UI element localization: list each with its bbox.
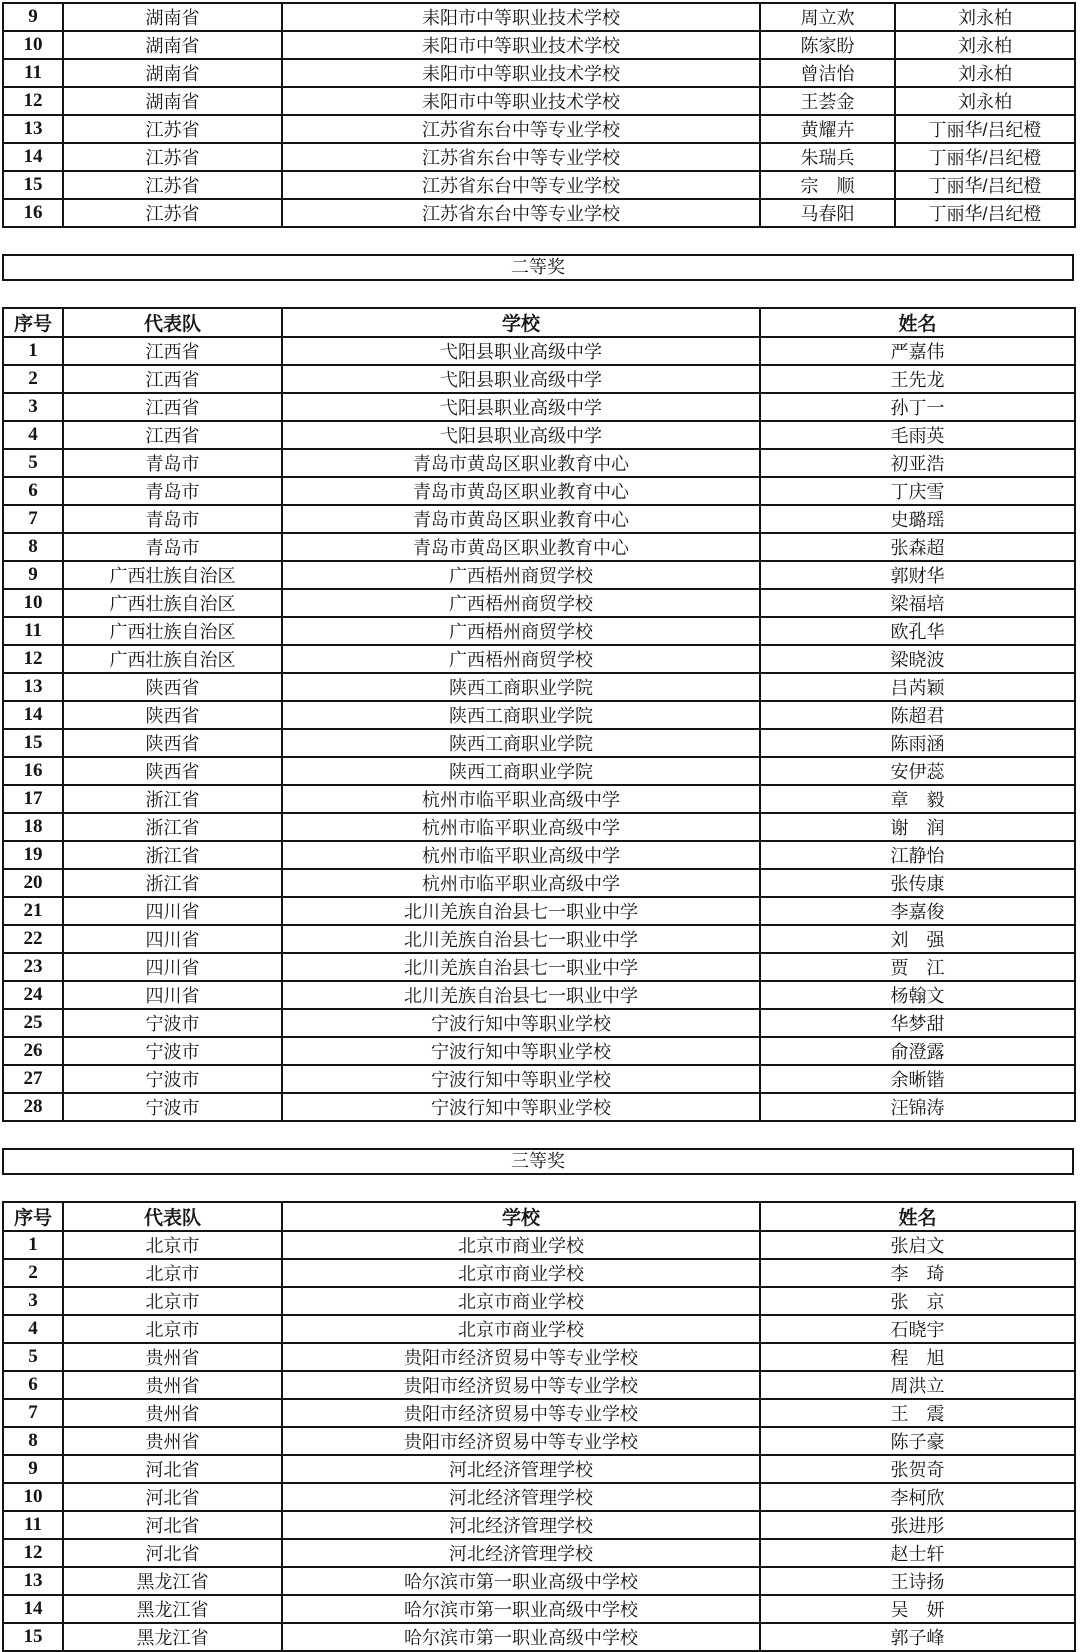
header-name: 姓名 (760, 308, 1075, 337)
cell-name: 欧孔华 (760, 617, 1075, 645)
cell-team: 青岛市 (63, 449, 282, 477)
cell-name: 陈超君 (760, 701, 1075, 729)
cell-no: 23 (3, 953, 63, 981)
cell-team: 湖南省 (63, 3, 282, 31)
table-row (3, 1009, 1075, 1037)
cell-team: 广西壮族自治区 (63, 561, 282, 589)
cell-no: 14 (3, 701, 63, 729)
cell-name: 宗 顺 (760, 171, 895, 199)
cell-school: 江苏省东台中等专业学校 (282, 199, 760, 227)
cell-team: 陕西省 (63, 701, 282, 729)
cell-school: 河北经济管理学校 (282, 1483, 760, 1511)
cell-no: 5 (3, 449, 63, 477)
cell-team: 北京市 (63, 1315, 282, 1343)
cell-no: 10 (3, 1483, 63, 1511)
table-row (3, 1371, 1075, 1399)
cell-name: 梁福培 (760, 589, 1075, 617)
cell-name: 李嘉俊 (760, 897, 1075, 925)
cell-name: 史璐瑶 (760, 505, 1075, 533)
cell-no: 16 (3, 199, 63, 227)
cell-name: 陈家盼 (760, 31, 895, 59)
table-row (3, 1511, 1075, 1539)
cell-name: 丁庆雪 (760, 477, 1075, 505)
table-row (3, 1259, 1075, 1287)
cell-team: 贵州省 (63, 1427, 282, 1455)
cell-team: 江苏省 (63, 199, 282, 227)
cell-no: 9 (3, 561, 63, 589)
table-row (3, 757, 1075, 785)
table-row (3, 533, 1075, 561)
cell-name: 王 震 (760, 1399, 1075, 1427)
cell-school: 杭州市临平职业高级中学 (282, 869, 760, 897)
cell-no: 10 (3, 589, 63, 617)
cell-team: 黑龙江省 (63, 1623, 282, 1651)
cell-school: 杭州市临平职业高级中学 (282, 785, 760, 813)
cell-no: 11 (3, 1511, 63, 1539)
cell-no: 9 (3, 3, 63, 31)
cell-no: 14 (3, 143, 63, 171)
cell-school: 耒阳市中等职业技术学校 (282, 3, 760, 31)
cell-team: 北京市 (63, 1259, 282, 1287)
cell-team: 河北省 (63, 1455, 282, 1483)
header-team: 代表队 (63, 308, 282, 337)
cell-no: 21 (3, 897, 63, 925)
cell-team: 浙江省 (63, 813, 282, 841)
cell-no: 19 (3, 841, 63, 869)
cell-school: 陕西工商职业学院 (282, 757, 760, 785)
cell-school: 广西梧州商贸学校 (282, 589, 760, 617)
table-row (3, 477, 1075, 505)
cell-name: 赵士轩 (760, 1539, 1075, 1567)
cell-name: 严嘉伟 (760, 337, 1075, 365)
cell-school: 宁波行知中等职业学校 (282, 1065, 760, 1093)
cell-team: 北京市 (63, 1287, 282, 1315)
cell-no: 7 (3, 1399, 63, 1427)
cell-team: 河北省 (63, 1511, 282, 1539)
cell-team: 江苏省 (63, 171, 282, 199)
cell-team: 北京市 (63, 1231, 282, 1259)
cell-team: 陕西省 (63, 757, 282, 785)
header-no: 序号 (3, 308, 63, 337)
cell-name: 马春阳 (760, 199, 895, 227)
header-row (3, 1202, 1075, 1231)
cell-team: 江苏省 (63, 115, 282, 143)
cell-name: 杨翰文 (760, 981, 1075, 1009)
cell-no: 16 (3, 757, 63, 785)
cell-school: 北川羌族自治县七一职业中学 (282, 981, 760, 1009)
cell-no: 13 (3, 115, 63, 143)
cell-name: 汪锦涛 (760, 1093, 1075, 1121)
cell-team: 广西壮族自治区 (63, 589, 282, 617)
table-row (3, 729, 1075, 757)
cell-team: 河北省 (63, 1483, 282, 1511)
cell-team: 贵州省 (63, 1399, 282, 1427)
cell-no: 9 (3, 1455, 63, 1483)
cell-no: 6 (3, 1371, 63, 1399)
cell-school: 江苏省东台中等专业学校 (282, 171, 760, 199)
table-row (3, 897, 1075, 925)
table-row (3, 421, 1075, 449)
cell-name: 贾 江 (760, 953, 1075, 981)
cell-name: 吕芮颖 (760, 673, 1075, 701)
cell-coach: 刘永柏 (895, 3, 1075, 31)
cell-school: 耒阳市中等职业技术学校 (282, 31, 760, 59)
table-row (3, 617, 1075, 645)
cell-name: 郭子峰 (760, 1623, 1075, 1651)
table-row (3, 31, 1075, 59)
cell-school: 哈尔滨市第一职业高级中学校 (282, 1623, 760, 1651)
cell-no: 3 (3, 1287, 63, 1315)
table-row (3, 1455, 1075, 1483)
cell-school: 贵阳市经济贸易中等专业学校 (282, 1371, 760, 1399)
cell-no: 3 (3, 393, 63, 421)
cell-name: 章 毅 (760, 785, 1075, 813)
cell-team: 贵州省 (63, 1343, 282, 1371)
cell-school: 杭州市临平职业高级中学 (282, 813, 760, 841)
cell-school: 耒阳市中等职业技术学校 (282, 87, 760, 115)
cell-team: 黑龙江省 (63, 1595, 282, 1623)
cell-school: 宁波行知中等职业学校 (282, 1037, 760, 1065)
table-row (3, 869, 1075, 897)
header-row (3, 308, 1075, 337)
cell-team: 广西壮族自治区 (63, 617, 282, 645)
cell-name: 郭财华 (760, 561, 1075, 589)
table-row (3, 171, 1075, 199)
cell-name: 谢 润 (760, 813, 1075, 841)
cell-school: 河北经济管理学校 (282, 1455, 760, 1483)
cell-no: 4 (3, 1315, 63, 1343)
cell-team: 湖南省 (63, 59, 282, 87)
section-spacer (0, 1122, 1080, 1148)
cell-name: 安伊蕊 (760, 757, 1075, 785)
table-row (3, 1595, 1075, 1623)
cell-name: 华梦甜 (760, 1009, 1075, 1037)
cell-team: 四川省 (63, 981, 282, 1009)
table-row (3, 87, 1075, 115)
table-row (3, 1231, 1075, 1259)
table-row (3, 813, 1075, 841)
cell-no: 22 (3, 925, 63, 953)
table-row (3, 701, 1075, 729)
cell-school: 北京市商业学校 (282, 1259, 760, 1287)
cell-team: 湖南省 (63, 31, 282, 59)
cell-name: 张贺奇 (760, 1455, 1075, 1483)
cell-school: 哈尔滨市第一职业高级中学校 (282, 1567, 760, 1595)
table-row (3, 1623, 1075, 1651)
cell-school: 青岛市黄岛区职业教育中心 (282, 505, 760, 533)
cell-school: 江苏省东台中等专业学校 (282, 115, 760, 143)
cell-team: 江西省 (63, 393, 282, 421)
table-row (3, 3, 1075, 31)
cell-school: 陕西工商职业学院 (282, 701, 760, 729)
cell-name: 陈雨涵 (760, 729, 1075, 757)
table-row (3, 1093, 1075, 1121)
table-row (3, 199, 1075, 227)
cell-name: 毛雨英 (760, 421, 1075, 449)
cell-name: 王先龙 (760, 365, 1075, 393)
table-row (3, 449, 1075, 477)
first-prize-rows (3, 3, 1075, 227)
cell-team: 湖南省 (63, 87, 282, 115)
cell-name: 程 旭 (760, 1343, 1075, 1371)
cell-school: 哈尔滨市第一职业高级中学校 (282, 1595, 760, 1623)
cell-coach: 丁丽华/吕纪橙 (895, 115, 1075, 143)
header-team: 代表队 (63, 1202, 282, 1231)
cell-school: 耒阳市中等职业技术学校 (282, 59, 760, 87)
table-row (3, 143, 1075, 171)
cell-no: 11 (3, 617, 63, 645)
table-row (3, 505, 1075, 533)
cell-no: 26 (3, 1037, 63, 1065)
table-row (3, 1427, 1075, 1455)
cell-name: 张传康 (760, 869, 1075, 897)
cell-team: 陕西省 (63, 673, 282, 701)
cell-school: 宁波行知中等职业学校 (282, 1009, 760, 1037)
cell-name: 张启文 (760, 1231, 1075, 1259)
table-row (3, 785, 1075, 813)
cell-team: 江西省 (63, 365, 282, 393)
cell-team: 四川省 (63, 897, 282, 925)
cell-no: 20 (3, 869, 63, 897)
cell-school: 北川羌族自治县七一职业中学 (282, 925, 760, 953)
cell-no: 13 (3, 1567, 63, 1595)
table-row (3, 59, 1075, 87)
table-row (3, 645, 1075, 673)
cell-name: 李 琦 (760, 1259, 1075, 1287)
cell-no: 6 (3, 477, 63, 505)
cell-team: 陕西省 (63, 729, 282, 757)
cell-no: 15 (3, 729, 63, 757)
cell-no: 2 (3, 1259, 63, 1287)
table-row (3, 589, 1075, 617)
cell-name: 李柯欣 (760, 1483, 1075, 1511)
cell-school: 北京市商业学校 (282, 1231, 760, 1259)
table-row (3, 1539, 1075, 1567)
table-row (3, 1343, 1075, 1371)
cell-school: 青岛市黄岛区职业教育中心 (282, 449, 760, 477)
cell-no: 4 (3, 421, 63, 449)
cell-school: 陕西工商职业学院 (282, 729, 760, 757)
cell-name: 孙丁一 (760, 393, 1075, 421)
cell-coach: 丁丽华/吕纪橙 (895, 199, 1075, 227)
cell-name: 王诗扬 (760, 1567, 1075, 1595)
cell-no: 25 (3, 1009, 63, 1037)
cell-school: 弋阳县职业高级中学 (282, 421, 760, 449)
cell-school: 北川羌族自治县七一职业中学 (282, 897, 760, 925)
cell-no: 27 (3, 1065, 63, 1093)
cell-name: 初亚浩 (760, 449, 1075, 477)
cell-no: 18 (3, 813, 63, 841)
cell-team: 宁波市 (63, 1009, 282, 1037)
header-name: 姓名 (760, 1202, 1075, 1231)
cell-name: 石晓宇 (760, 1315, 1075, 1343)
cell-coach: 刘永柏 (895, 31, 1075, 59)
cell-no: 1 (3, 337, 63, 365)
cell-name: 王荟金 (760, 87, 895, 115)
cell-no: 2 (3, 365, 63, 393)
cell-name: 张 京 (760, 1287, 1075, 1315)
cell-team: 宁波市 (63, 1093, 282, 1121)
cell-name: 周立欢 (760, 3, 895, 31)
cell-team: 河北省 (63, 1539, 282, 1567)
cell-name: 陈子豪 (760, 1427, 1075, 1455)
cell-team: 宁波市 (63, 1065, 282, 1093)
cell-school: 青岛市黄岛区职业教育中心 (282, 533, 760, 561)
cell-school: 宁波行知中等职业学校 (282, 1093, 760, 1121)
cell-team: 青岛市 (63, 477, 282, 505)
table-row (3, 1287, 1075, 1315)
cell-coach: 丁丽华/吕纪橙 (895, 171, 1075, 199)
cell-team: 青岛市 (63, 533, 282, 561)
section-spacer (0, 228, 1080, 254)
cell-no: 5 (3, 1343, 63, 1371)
cell-name: 余晰锴 (760, 1065, 1075, 1093)
header-school: 学校 (282, 308, 760, 337)
table-row (3, 1567, 1075, 1595)
cell-no: 11 (3, 59, 63, 87)
cell-coach: 丁丽华/吕纪橙 (895, 143, 1075, 171)
cell-coach: 刘永柏 (895, 87, 1075, 115)
cell-school: 贵阳市经济贸易中等专业学校 (282, 1399, 760, 1427)
cell-school: 贵阳市经济贸易中等专业学校 (282, 1343, 760, 1371)
cell-school: 河北经济管理学校 (282, 1511, 760, 1539)
table-row (3, 337, 1075, 365)
cell-no: 8 (3, 1427, 63, 1455)
cell-team: 浙江省 (63, 869, 282, 897)
cell-team: 广西壮族自治区 (63, 645, 282, 673)
cell-name: 张进彤 (760, 1511, 1075, 1539)
table-row (3, 1315, 1075, 1343)
cell-no: 7 (3, 505, 63, 533)
cell-no: 10 (3, 31, 63, 59)
cell-team: 浙江省 (63, 841, 282, 869)
cell-team: 江西省 (63, 337, 282, 365)
cell-team: 青岛市 (63, 505, 282, 533)
cell-school: 北京市商业学校 (282, 1315, 760, 1343)
cell-no: 8 (3, 533, 63, 561)
cell-no: 1 (3, 1231, 63, 1259)
cell-school: 弋阳县职业高级中学 (282, 337, 760, 365)
section-title-third-prize: 三等奖 (2, 1148, 1074, 1175)
table-row (3, 561, 1075, 589)
third-prize-table (2, 1201, 1076, 1652)
table-row (3, 925, 1075, 953)
cell-no: 12 (3, 87, 63, 115)
cell-no: 15 (3, 1623, 63, 1651)
cell-school: 广西梧州商贸学校 (282, 561, 760, 589)
cell-school: 广西梧州商贸学校 (282, 645, 760, 673)
cell-name: 江静怡 (760, 841, 1075, 869)
section-title-second-prize: 二等奖 (2, 254, 1074, 281)
cell-team: 四川省 (63, 953, 282, 981)
cell-team: 贵州省 (63, 1371, 282, 1399)
cell-school: 江苏省东台中等专业学校 (282, 143, 760, 171)
first-prize-table-continuation (2, 2, 1076, 228)
cell-school: 陕西工商职业学院 (282, 673, 760, 701)
cell-team: 江苏省 (63, 143, 282, 171)
table-row (3, 1065, 1075, 1093)
second-prize-rows (3, 337, 1075, 1121)
cell-name: 刘 强 (760, 925, 1075, 953)
table-row (3, 841, 1075, 869)
table-row (3, 673, 1075, 701)
table-row (3, 1399, 1075, 1427)
table-row (3, 953, 1075, 981)
cell-name: 周洪立 (760, 1371, 1075, 1399)
cell-team: 浙江省 (63, 785, 282, 813)
cell-no: 12 (3, 645, 63, 673)
cell-school: 弋阳县职业高级中学 (282, 365, 760, 393)
third-prize-rows (3, 1231, 1075, 1651)
cell-school: 北京市商业学校 (282, 1287, 760, 1315)
cell-school: 青岛市黄岛区职业教育中心 (282, 477, 760, 505)
table-row (3, 1037, 1075, 1065)
cell-team: 江西省 (63, 421, 282, 449)
cell-no: 24 (3, 981, 63, 1009)
section-spacer (0, 281, 1080, 307)
cell-name: 张森超 (760, 533, 1075, 561)
header-school: 学校 (282, 1202, 760, 1231)
second-prize-table (2, 307, 1076, 1122)
cell-team: 四川省 (63, 925, 282, 953)
cell-team: 宁波市 (63, 1037, 282, 1065)
cell-name: 曾洁怡 (760, 59, 895, 87)
cell-name: 俞澄露 (760, 1037, 1075, 1065)
cell-team: 黑龙江省 (63, 1567, 282, 1595)
cell-coach: 刘永柏 (895, 59, 1075, 87)
cell-name: 吴 妍 (760, 1595, 1075, 1623)
cell-no: 13 (3, 673, 63, 701)
cell-school: 弋阳县职业高级中学 (282, 393, 760, 421)
cell-no: 28 (3, 1093, 63, 1121)
cell-name: 梁晓波 (760, 645, 1075, 673)
table-row (3, 981, 1075, 1009)
cell-school: 贵阳市经济贸易中等专业学校 (282, 1427, 760, 1455)
section-spacer (0, 1175, 1080, 1201)
header-no: 序号 (3, 1202, 63, 1231)
cell-school: 河北经济管理学校 (282, 1539, 760, 1567)
table-row (3, 393, 1075, 421)
table-row (3, 115, 1075, 143)
cell-school: 广西梧州商贸学校 (282, 617, 760, 645)
table-row (3, 1483, 1075, 1511)
cell-school: 杭州市临平职业高级中学 (282, 841, 760, 869)
cell-name: 朱瑞兵 (760, 143, 895, 171)
table-row (3, 365, 1075, 393)
cell-no: 17 (3, 785, 63, 813)
cell-no: 12 (3, 1539, 63, 1567)
cell-no: 15 (3, 171, 63, 199)
cell-name: 黄耀卉 (760, 115, 895, 143)
cell-no: 14 (3, 1595, 63, 1623)
cell-school: 北川羌族自治县七一职业中学 (282, 953, 760, 981)
